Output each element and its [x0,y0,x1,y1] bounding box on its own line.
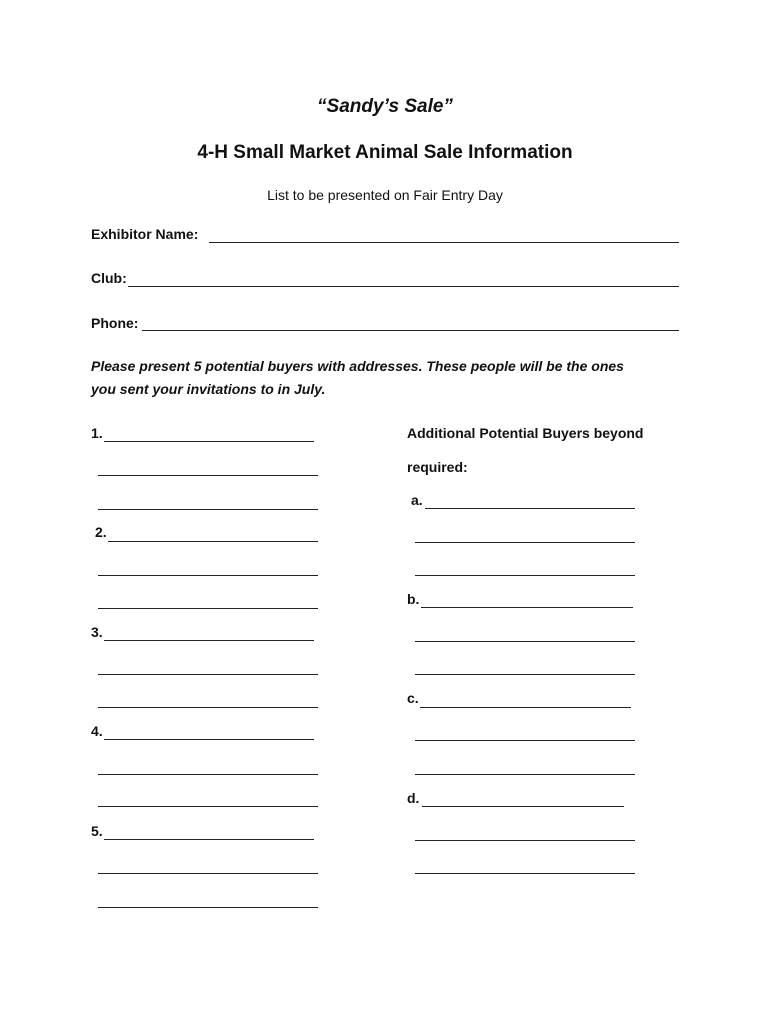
buyer-3-address-line[interactable] [98,674,318,675]
club-label: Club: [91,270,127,286]
instructions-line-2: you sent your invitations to in July. [91,381,326,397]
additional-d-name-line[interactable] [422,806,624,807]
phone-field[interactable] [142,330,679,331]
additional-a-letter: a. [411,492,423,508]
additional-d-address-line[interactable] [415,840,635,841]
additional-b-address-line[interactable] [415,674,635,675]
buyer-2-name-line[interactable] [108,541,318,542]
buyer-5-address-line[interactable] [98,873,318,874]
buyer-1-address-line[interactable] [98,475,318,476]
buyer-5-number: 5. [91,823,103,839]
additional-c-letter: c. [407,690,419,706]
buyer-2-address-line[interactable] [98,575,318,576]
buyer-3-address-line[interactable] [98,707,318,708]
additional-b-name-line[interactable] [421,607,633,608]
sale-name: “Sandy’s Sale” [317,96,453,117]
buyer-2-address-line[interactable] [98,608,318,609]
buyer-5-name-line[interactable] [104,839,314,840]
additional-c-address-line[interactable] [415,774,635,775]
additional-b-letter: b. [407,591,420,607]
buyer-1-number: 1. [91,425,103,441]
exhibitor-name-field[interactable] [209,242,679,243]
page-subtitle: List to be presented on Fair Entry Day [267,187,503,203]
additional-d-address-line[interactable] [415,873,635,874]
buyer-4-address-line[interactable] [98,806,318,807]
buyer-4-number: 4. [91,723,103,739]
additional-buyers-heading-cont: required: [407,459,468,475]
additional-buyers-heading: Additional Potential Buyers beyond [407,425,644,441]
additional-a-address-line[interactable] [415,542,635,543]
buyer-2-number: 2. [95,524,107,540]
buyer-1-name-line[interactable] [104,441,314,442]
page-title: 4-H Small Market Animal Sale Information [197,142,573,163]
additional-d-letter: d. [407,790,420,806]
buyer-3-name-line[interactable] [104,640,314,641]
buyer-1-address-line[interactable] [98,509,318,510]
buyer-5-address-line[interactable] [98,907,318,908]
additional-c-name-line[interactable] [420,707,631,708]
additional-c-address-line[interactable] [415,740,635,741]
exhibitor-name-label: Exhibitor Name: [91,226,199,242]
additional-b-address-line[interactable] [415,641,635,642]
club-field[interactable] [128,286,679,287]
buyer-3-number: 3. [91,624,103,640]
buyer-4-address-line[interactable] [98,774,318,775]
additional-a-name-line[interactable] [425,508,635,509]
buyer-4-name-line[interactable] [104,739,314,740]
instructions-line-1: Please present 5 potential buyers with addresses. These people will be the ones [91,358,624,374]
phone-label: Phone: [91,315,139,331]
additional-a-address-line[interactable] [415,575,635,576]
